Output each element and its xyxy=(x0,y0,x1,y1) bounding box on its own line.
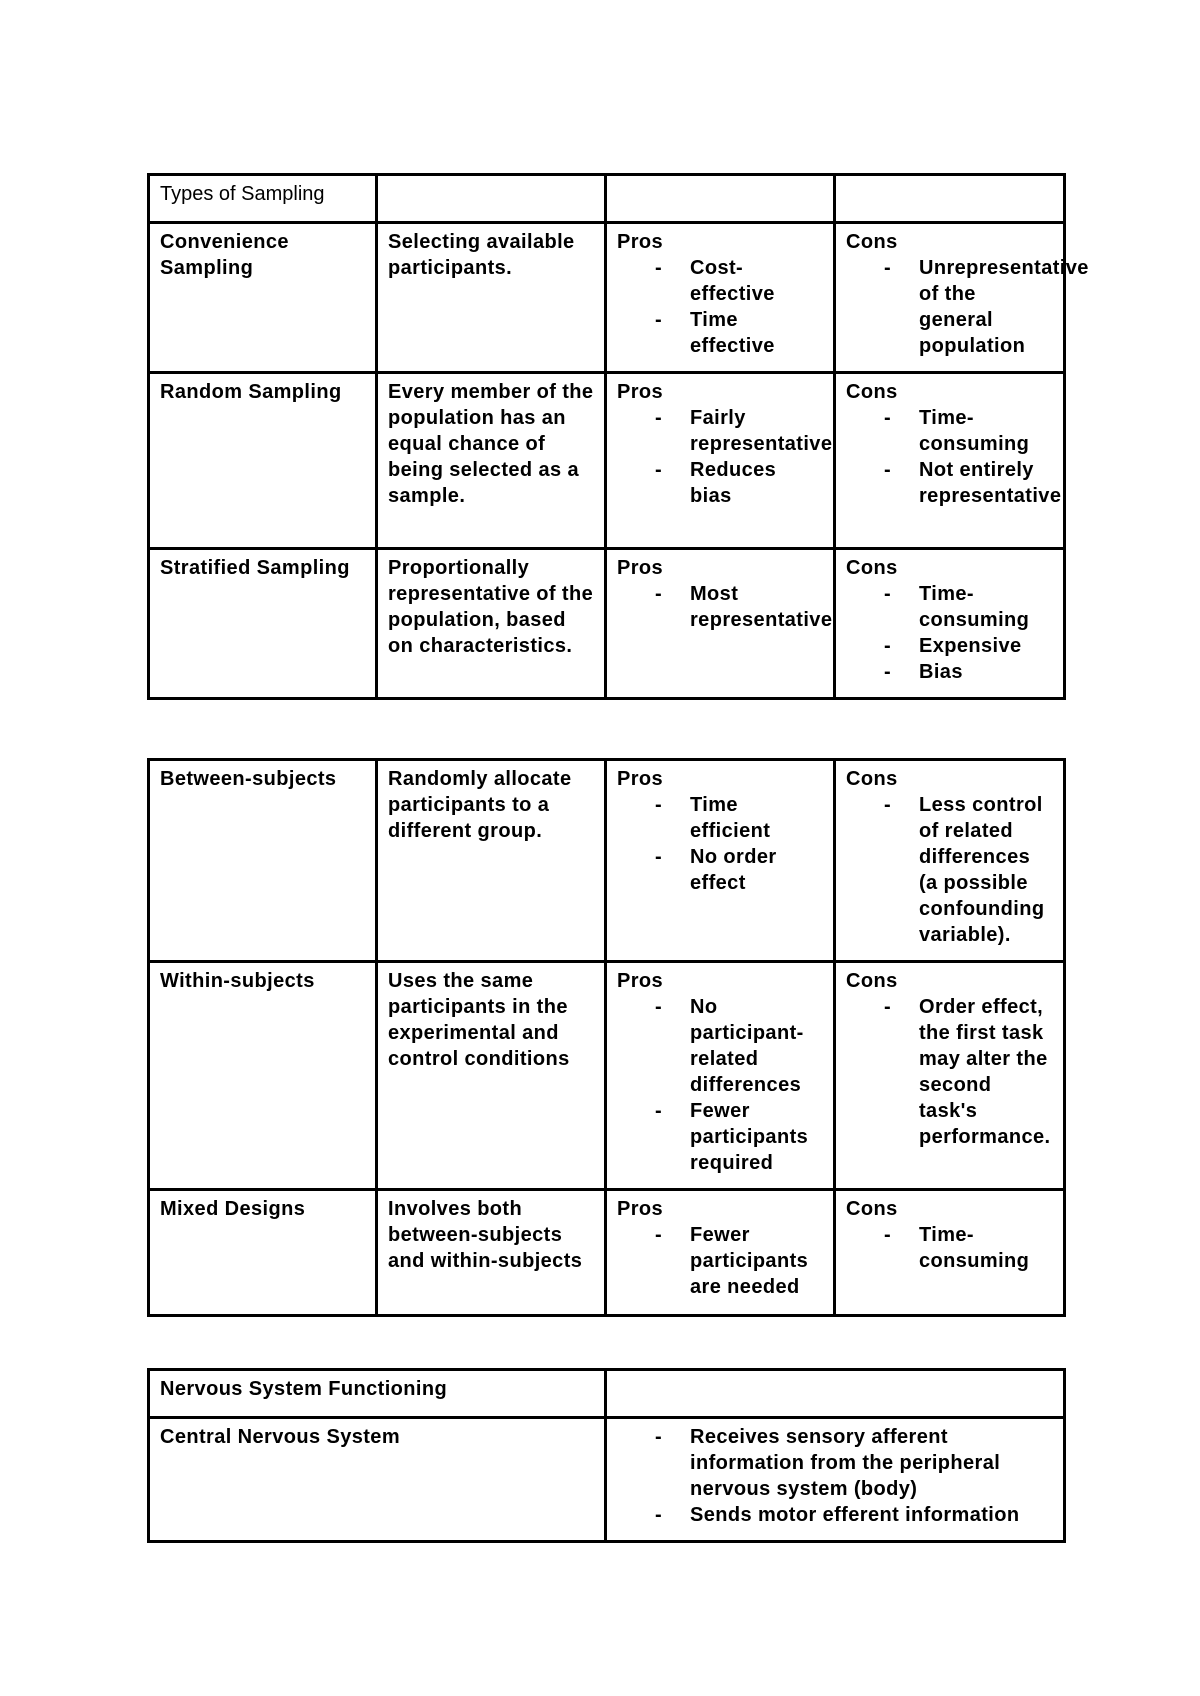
pros-cell xyxy=(606,549,835,699)
pros-item: - Most representative xyxy=(617,581,823,633)
table-header-row xyxy=(149,1370,1065,1418)
pros-item: - Time efficient xyxy=(617,792,823,844)
row-name: Random Sampling xyxy=(149,373,377,549)
cons-cell xyxy=(835,223,1089,373)
pros-item: - Reduces bias xyxy=(617,457,823,509)
pros-label: Pros xyxy=(617,970,664,992)
row-description: Every member of the population has an equal chance of being selected as a sample. xyxy=(377,373,606,549)
cons-list xyxy=(846,581,1053,685)
cons-cell xyxy=(835,1190,1065,1316)
row-description: Uses the same participants in the experimental and control conditions xyxy=(377,962,606,1190)
table-title: Nervous System Functioning xyxy=(149,1370,606,1418)
pros-list xyxy=(617,994,823,1176)
pros-label: Pros xyxy=(617,231,664,253)
pros-label: Pros xyxy=(617,381,664,403)
table-row xyxy=(149,1190,1065,1316)
cons-cell xyxy=(835,962,1065,1190)
pros-item: - Fairly representative xyxy=(617,405,823,457)
cons-item: - Time-consuming xyxy=(846,405,1053,457)
row-name: Central Nervous System xyxy=(149,1418,606,1542)
pros-cell xyxy=(606,962,835,1190)
empty-cell xyxy=(835,175,1065,223)
row-description: Involves both between-subjects and within-subjects xyxy=(377,1190,606,1316)
point-item: - Sends motor efferent information xyxy=(617,1502,1053,1528)
pros-item: - No participant-related differences xyxy=(617,994,823,1098)
cons-cell xyxy=(835,760,1065,962)
pros-label: Pros xyxy=(617,1198,664,1220)
pros-item: - Fewer participants required xyxy=(617,1098,823,1176)
cons-label: Cons xyxy=(846,381,898,403)
cons-list xyxy=(846,255,1089,359)
pros-list xyxy=(617,255,823,359)
pros-list xyxy=(617,1222,823,1300)
pros-item: - Time effective xyxy=(617,307,823,359)
pros-label: Pros xyxy=(617,768,664,790)
cons-item: - Not entirely representative xyxy=(846,457,1053,509)
cons-cell xyxy=(835,549,1065,699)
table-row xyxy=(149,1418,1065,1542)
table-header-row xyxy=(149,175,1065,223)
pros-cell xyxy=(606,223,835,373)
cons-cell xyxy=(835,373,1065,549)
pros-item: - Fewer participants are needed xyxy=(617,1222,823,1300)
row-name: Between-subjects xyxy=(149,760,377,962)
nervous-system-table xyxy=(147,1368,1066,1543)
pros-list xyxy=(617,581,833,633)
cons-list xyxy=(846,792,1053,948)
cons-item: - Bias xyxy=(846,659,1053,685)
sampling-table xyxy=(147,173,1089,700)
cons-label: Cons xyxy=(846,557,898,579)
cons-item: - Less control of related differences (a possible confounding variable). xyxy=(846,792,1053,948)
cons-list xyxy=(846,994,1053,1150)
row-description: Proportionally representative of the population, based on characteristics. xyxy=(377,549,606,699)
cons-item: - Expensive xyxy=(846,633,1053,659)
point-item: - Receives sensory afferent information from the peripheral nervous system (body) xyxy=(617,1424,1053,1502)
cons-item: - Unrepresentative of the general population xyxy=(846,255,1053,359)
pros-item: - No order effect xyxy=(617,844,823,896)
cons-label: Cons xyxy=(846,1198,898,1220)
row-description: Randomly allocate participants to a different group. xyxy=(377,760,606,962)
row-name: Stratified Sampling xyxy=(149,549,377,699)
table-row xyxy=(149,223,1065,373)
cons-label: Cons xyxy=(846,231,898,253)
empty-cell xyxy=(377,175,606,223)
cons-item: - Order effect, the first task may alter the second task's performance. xyxy=(846,994,1053,1150)
research-design-table xyxy=(147,758,1066,1317)
cons-list xyxy=(846,1222,1053,1274)
cons-label: Cons xyxy=(846,970,898,992)
cons-item: - Time-consuming xyxy=(846,581,1053,633)
pros-cell xyxy=(606,1190,835,1316)
points-cell xyxy=(606,1418,1065,1542)
table-row xyxy=(149,760,1065,962)
table-row xyxy=(149,373,1065,549)
table-row xyxy=(149,549,1065,699)
row-description: Selecting available participants. xyxy=(377,223,606,373)
cons-item: - Time-consuming xyxy=(846,1222,1053,1274)
row-name: Convenience Sampling xyxy=(149,223,377,373)
pros-list xyxy=(617,405,833,509)
cons-label: Cons xyxy=(846,768,898,790)
empty-cell xyxy=(606,175,835,223)
table-title: Types of Sampling xyxy=(149,175,377,223)
pros-list xyxy=(617,792,823,896)
row-name: Mixed Designs xyxy=(149,1190,377,1316)
pros-label: Pros xyxy=(617,557,664,579)
empty-cell xyxy=(606,1370,1065,1418)
pros-cell xyxy=(606,760,835,962)
pros-item: - Cost-effective xyxy=(617,255,823,307)
cons-list xyxy=(846,405,1062,509)
pros-cell xyxy=(606,373,835,549)
table-row xyxy=(149,962,1065,1190)
row-name: Within-subjects xyxy=(149,962,377,1190)
points-list xyxy=(617,1424,1053,1528)
